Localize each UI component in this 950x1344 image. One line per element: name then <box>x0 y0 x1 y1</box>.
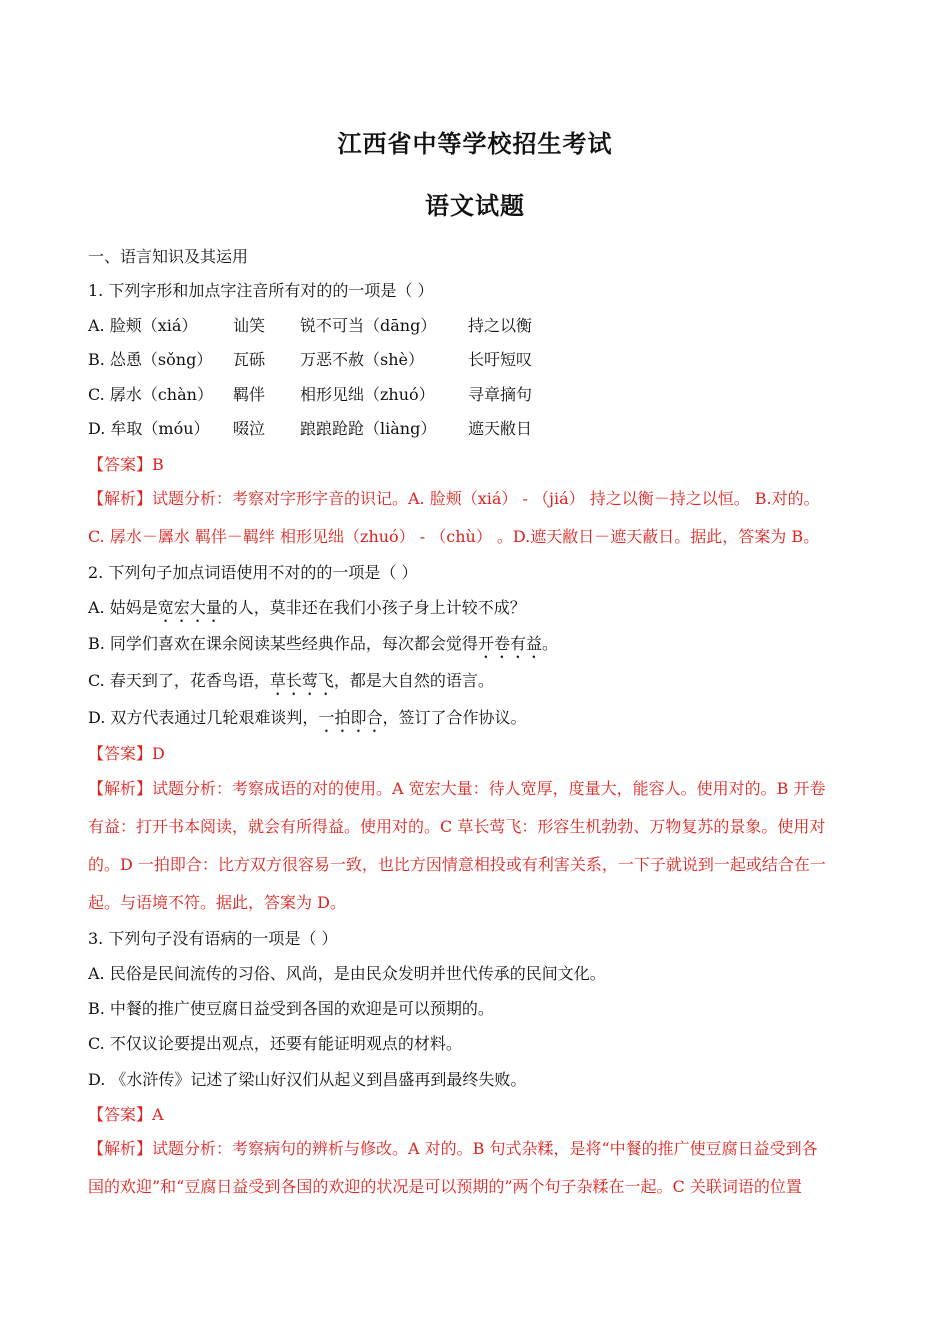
q2-option-d-post: ，签订了合作协议。 <box>382 708 527 727</box>
q1-option-c-word3: 相形见绌（zhuó） <box>300 385 435 404</box>
q2-option-a-dotted-phrase: 宽宏大量 <box>157 598 222 617</box>
q1-option-a-word3: 锐不可当（dāng） <box>300 316 437 335</box>
q1-analysis-line-1: 【解析】试题分析：考察对字形字音的识记。A. 脸颊（xiá） - （jiá） 持之以衡－持之以恒。 B.对的。 <box>88 489 820 508</box>
q2-option-a-pre: A. 姑妈是 <box>88 598 158 617</box>
q2-analysis-line-3: 的。D 一拍即合：比方双方很容易一致，也比方因情意相投或有利害关系，一下子就说到一起或结合在一 <box>88 855 826 874</box>
q1-option-a-word4: 持之以衡 <box>468 316 533 335</box>
q2-analysis-line-1: 【解析】试题分析：考察成语的对的使用。A 宽宏大量：待人宽厚，度量大，能容人。使用对的。B 开卷 <box>88 779 826 798</box>
q3-analysis-line-2: 国的欢迎”和“豆腐日益受到各国的欢迎的状况是可以预期的”两个句子杂糅在一起。C 关联词语的位置 <box>88 1177 802 1196</box>
q2-option-a-post: 的人，莫非还在我们小孩子身上计较不成？ <box>221 598 526 617</box>
q2-option-b-pre: B. 同学们喜欢在课余阅读某些经典作品，每次都会觉得 <box>88 634 478 653</box>
q1-option-c-word4: 寻章摘句 <box>468 385 533 404</box>
q2-option-c-pre: C. 春天到了，花香鸟语， <box>88 671 270 690</box>
q2-analysis-line-2: 有益：打开书本阅读，就会有所得益。使用对的。C 草长莺飞：形容生机勃勃、万物复苏的景象。使用对 <box>88 817 826 836</box>
q3-option-a: A. 民俗是民间流传的习俗、风尚，是由民众发明并世代传承的民间文化。 <box>88 964 606 983</box>
question-2-stem: 2. 下列句子加点词语使用不对的的一项是（ ） <box>88 563 418 582</box>
section-heading: 一、语言知识及其运用 <box>88 247 249 266</box>
q2-option-d-dotted-phrase: 一拍即合 <box>318 708 383 727</box>
q2-analysis-line-4: 起。与语境不符。据此，答案为 D。 <box>88 893 346 912</box>
q2-answer: 【答案】D <box>88 744 165 763</box>
q2-option-b <box>88 631 558 662</box>
q3-option-d: D. 《水浒传》记述了梁山好汉们从起义到昌盛再到最终失败。 <box>88 1070 527 1089</box>
q2-option-b-dotted-phrase: 开卷有益 <box>477 634 542 653</box>
q2-option-b-post: 。 <box>541 634 558 653</box>
q1-option-b-word3: 万恶不赦（shè） <box>300 350 424 369</box>
q1-analysis-line-2: C. 孱水－羼水 羁伴－羁绊 相形见绌（zhuó） - （chù） 。D.遮天敝日－遮天蔽日。据此，答案为 B。 <box>88 527 820 546</box>
q3-option-b: B. 中餐的推广使豆腐日益受到各国的欢迎是可以预期的。 <box>88 999 494 1018</box>
q1-option-c-word2: 羁伴 <box>233 385 266 404</box>
q1-option-d-word2: 啜泣 <box>233 419 266 438</box>
q2-option-c <box>88 668 494 699</box>
q3-answer: 【答案】A <box>88 1105 164 1124</box>
q1-option-d-word3: 踉踉跄跄（liàng） <box>300 419 437 438</box>
q1-option-b-word2: 瓦砾 <box>233 350 266 369</box>
q1-option-a-word1: A. 脸颊（xiá） <box>88 316 198 335</box>
q2-option-a <box>88 595 526 626</box>
q1-option-d-word1: D. 牟取（móu） <box>88 419 210 438</box>
q3-analysis-line-1: 【解析】试题分析：考察病句的辨析与修改。A 对的。B 句式杂糅，是将“中餐的推广使豆腐日益受到各 <box>88 1139 818 1158</box>
q2-option-c-post: ，都是大自然的语言。 <box>333 671 494 690</box>
q1-option-d-word4: 遮天敝日 <box>468 419 533 438</box>
q3-option-c: C. 不仅议论要提出观点，还要有能证明观点的材料。 <box>88 1034 462 1053</box>
q1-answer: 【答案】B <box>88 455 164 474</box>
q1-option-b-word1: B. 怂恿（sǒng） <box>88 350 213 369</box>
q2-option-d <box>88 705 526 736</box>
q1-option-b-word4: 长吁短叹 <box>468 350 533 369</box>
exam-subtitle: 语文试题 <box>425 191 525 220</box>
exam-title: 江西省中等学校招生考试 <box>337 129 613 158</box>
q2-option-d-pre: D. 双方代表通过几轮艰难谈判， <box>88 708 319 727</box>
q1-option-a-word2: 讪笑 <box>233 316 266 335</box>
q1-option-c-word1: C. 孱水（chàn） <box>88 385 213 404</box>
question-1-stem: 1. 下列字形和加点字注音所有对的的一项是（ ） <box>88 281 434 300</box>
q2-option-c-dotted-phrase: 草长莺飞 <box>269 671 334 690</box>
question-3-stem: 3. 下列句子没有语病的一项是（ ） <box>88 929 338 948</box>
